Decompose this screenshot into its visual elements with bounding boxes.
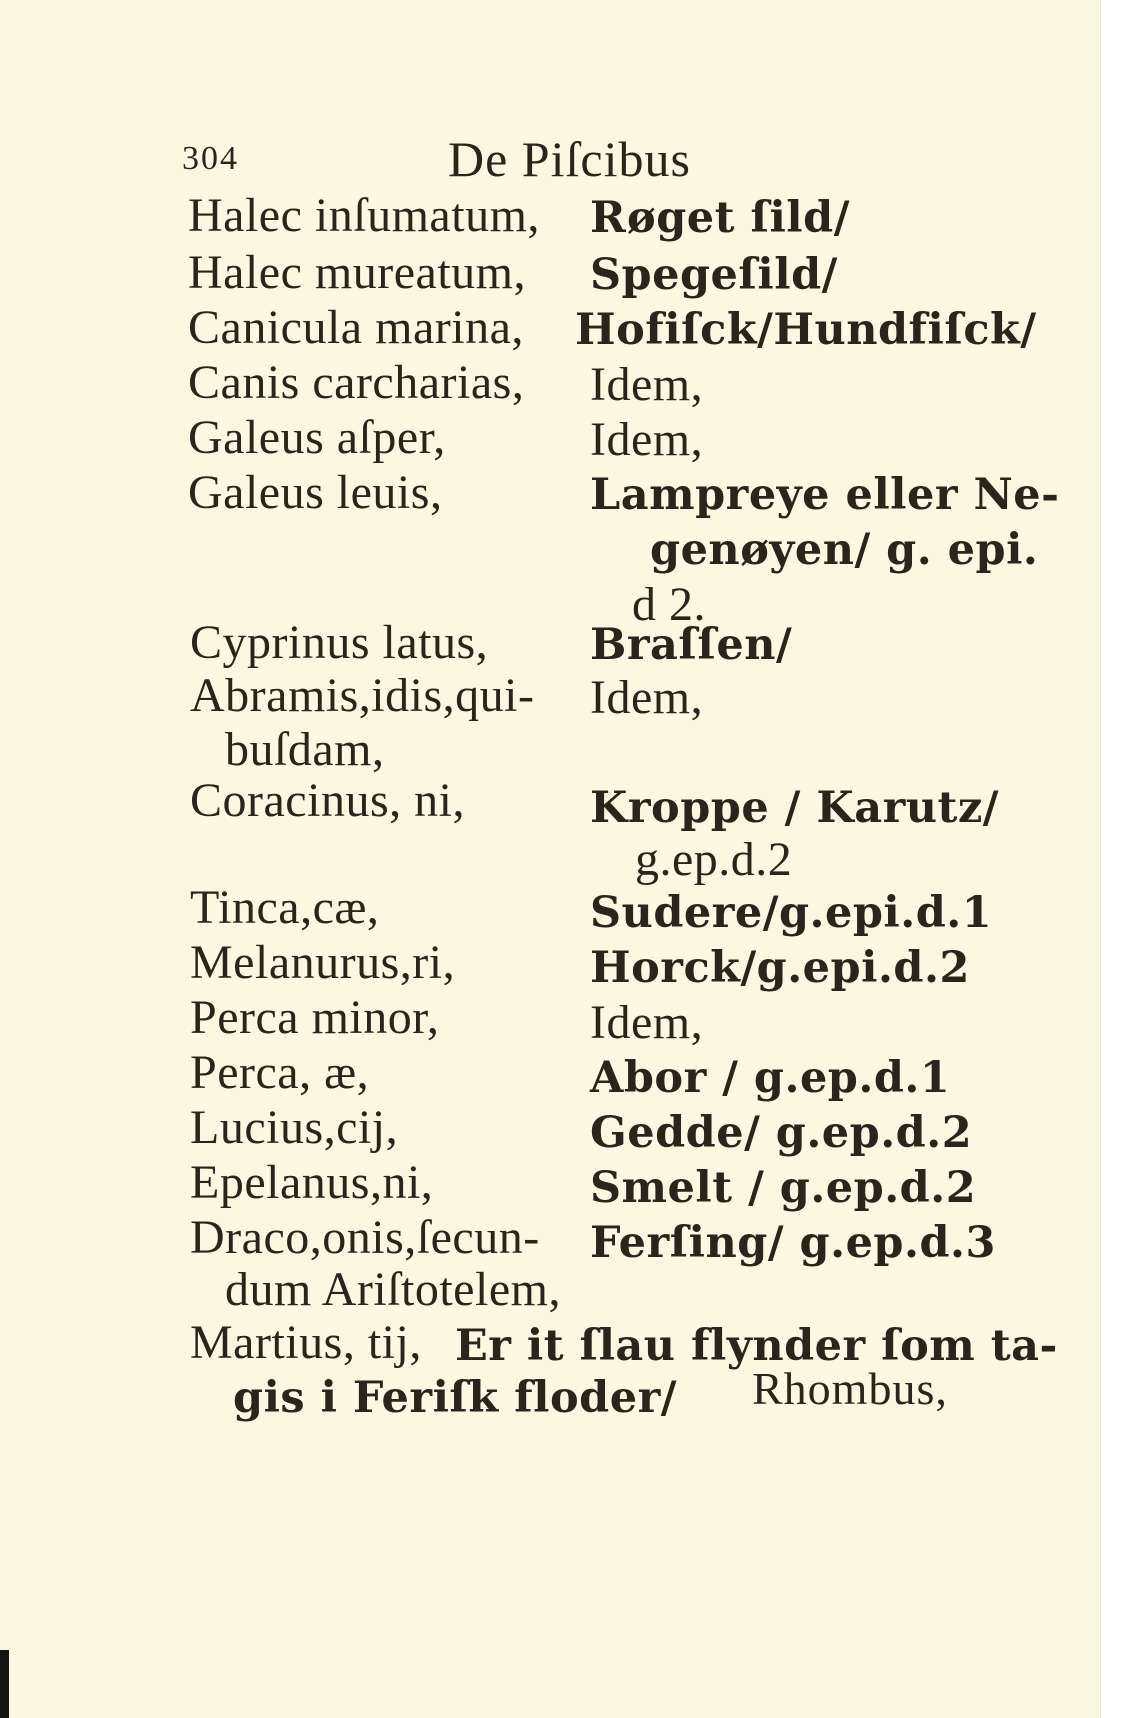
latin-term: Perca minor, [190, 991, 440, 1044]
latin-term: Martius, tij, [190, 1316, 422, 1369]
vernacular-gloss: Braſſen/ [590, 620, 793, 670]
latin-term: Galeus aſper, [188, 411, 446, 464]
vernacular-gloss: Gedde/ g.ep.d.2 [590, 1108, 973, 1158]
vernacular-gloss-continued: gis i Feriſk floder/ [233, 1373, 677, 1423]
page-number: 304 [182, 140, 239, 177]
vernacular-gloss: Kroppe / Karutz/ [590, 783, 999, 833]
scan-edge-mark [0, 1650, 9, 1718]
vernacular-gloss: Idem, [590, 671, 704, 724]
latin-term-continued: buſdam, [225, 723, 385, 776]
latin-term: Coracinus, ni, [190, 774, 465, 827]
latin-term: Epelanus,ni, [190, 1156, 434, 1209]
vernacular-gloss: Lampreye eller Ne- [590, 470, 1060, 520]
vernacular-gloss: Er it ſlau flynder ſom ta- [455, 1321, 1058, 1371]
latin-term-continued: dum Ariſtotelem, [225, 1263, 561, 1316]
latin-term: Draco,onis,ſecun- [190, 1211, 540, 1264]
latin-term: Halec mureatum, [188, 246, 527, 299]
latin-term: Abramis,idis,qui- [190, 669, 535, 722]
vernacular-gloss-continued: d 2. [632, 578, 706, 631]
vernacular-gloss: Idem, [590, 413, 704, 466]
latin-term: Cyprinus latus, [190, 616, 489, 669]
vernacular-gloss: Ferſing/ g.ep.d.3 [590, 1218, 996, 1268]
latin-term: Tinca,cæ, [190, 881, 380, 934]
latin-term: Galeus leuis, [188, 466, 443, 519]
vernacular-gloss: Idem, [590, 358, 704, 411]
vernacular-gloss-continued: g.ep.d.2 [635, 833, 793, 886]
vernacular-gloss: Smelt / g.ep.d.2 [590, 1163, 977, 1213]
latin-term: Perca, æ, [190, 1046, 370, 1099]
vernacular-gloss: Idem, [590, 996, 704, 1049]
vernacular-gloss: Røget ſild/ [590, 193, 850, 243]
latin-term: Canis carcharias, [188, 356, 525, 409]
vernacular-gloss: Sudere/g.epi.d.1 [590, 888, 993, 938]
latin-term: Halec inſumatum, [188, 189, 540, 242]
latin-term: Melanurus,ri, [190, 936, 456, 989]
running-title: De Piſcibus [448, 131, 691, 187]
latin-term: Canicula marina, [188, 301, 524, 354]
catchword: Rhombus, [752, 1363, 948, 1414]
latin-term: Lucius,cij, [190, 1101, 399, 1154]
scan-margin [1100, 0, 1128, 1718]
vernacular-gloss: Abor / g.ep.d.1 [590, 1053, 951, 1103]
vernacular-gloss: Horck/g.epi.d.2 [590, 943, 970, 993]
vernacular-gloss-continued: genøyen/ g. epi. [650, 525, 1039, 575]
vernacular-gloss: Spegeſild/ [590, 250, 838, 300]
vernacular-gloss: Hofiſck/Hundfiſck/ [575, 305, 1037, 355]
